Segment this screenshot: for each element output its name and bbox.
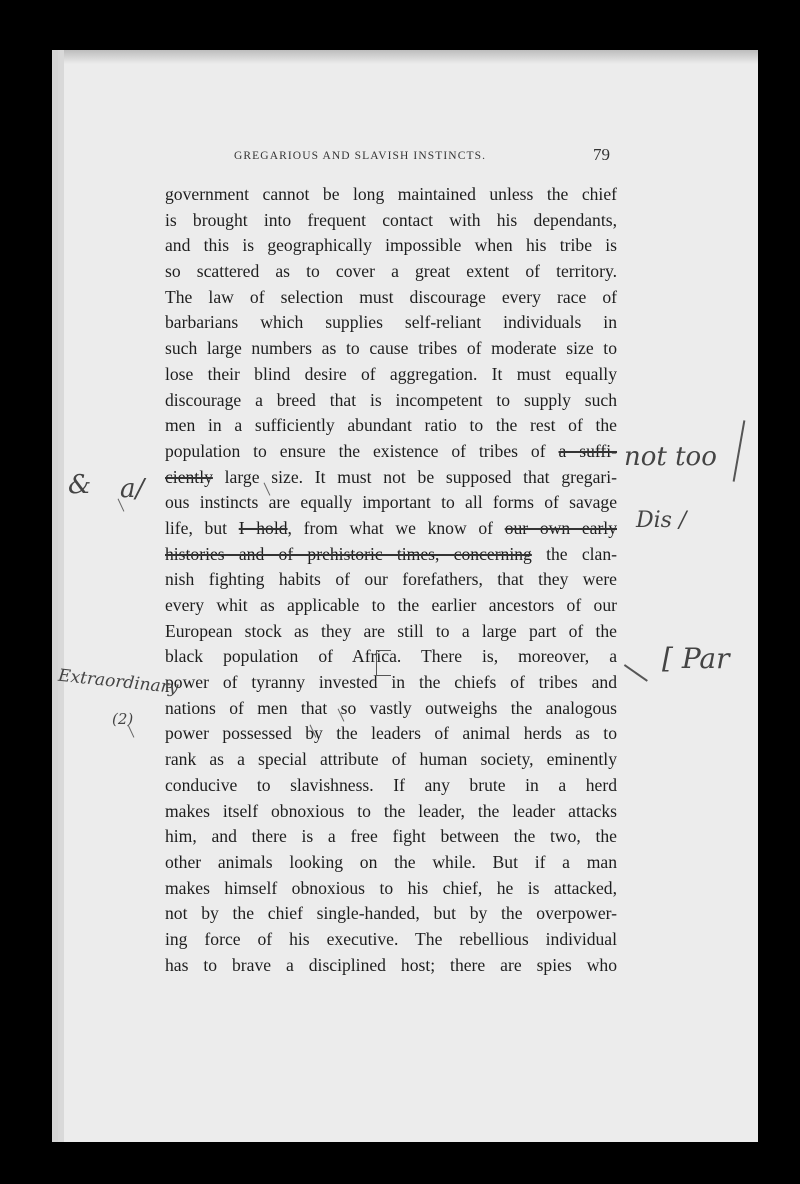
text-line-6: barbarians which supplies self-reliant individuals in bbox=[165, 312, 617, 333]
text-line-16: nish fighting habits of our forefathers, that they were bbox=[165, 569, 617, 590]
page-header bbox=[58, 146, 758, 168]
text-line-23: rank as a special attribute of human society, eminently bbox=[165, 749, 617, 770]
text-line-14 bbox=[165, 516, 617, 542]
struck-text: a suffi- bbox=[558, 440, 618, 461]
annotation-stroke bbox=[624, 664, 648, 681]
annotation-not-too: not too bbox=[624, 442, 717, 472]
annotation-circled-2: (2) bbox=[112, 710, 134, 728]
text-line-21: nations of men that so vastly outweighs the analogous bbox=[165, 697, 617, 718]
text-line-4: so scattered as to cover a great extent of territory. bbox=[165, 261, 617, 282]
text-line-7: such large numbers as to cause tribes of moderate size to bbox=[165, 338, 617, 359]
text-line-18: European stock as they are still to a large part of the bbox=[165, 620, 617, 641]
struck-text: ciently bbox=[165, 466, 213, 487]
annotation-dis: Dis / bbox=[636, 508, 687, 533]
running-head: GREGARIOUS AND SLAVISH INSTINCTS. bbox=[234, 150, 487, 162]
text-line-22: power possessed by the leaders of animal herds as to bbox=[165, 723, 617, 744]
text-line-28: makes himself obnoxious to his chief, he is attacked, bbox=[165, 877, 617, 898]
text-line-31: has to brave a disciplined host; there are spies who bbox=[165, 954, 617, 975]
text-line-26: him, and there is a free fight between the two, the bbox=[165, 826, 617, 847]
text-line-17: every whit as applicable to the earlier ancestors of our bbox=[165, 595, 617, 615]
struck-text: I hold bbox=[238, 517, 288, 538]
text-line-24: conducive to slavishness. If any brute in a herd bbox=[165, 774, 617, 795]
annotation-extraordinary: Extraordinary bbox=[57, 665, 180, 699]
page-number: 79 bbox=[593, 145, 610, 164]
text-line-15 bbox=[165, 542, 617, 568]
text-line-10: men in a sufficiently abundant ratio to the rest of the bbox=[165, 415, 617, 436]
line-14-text-b: , from what we know of bbox=[287, 517, 505, 538]
annotation-al: a/ bbox=[120, 474, 145, 504]
text-line-8: lose their blind desire of aggregation. It must equally bbox=[165, 363, 617, 384]
text-line-11 bbox=[165, 439, 617, 465]
struck-text: our own early bbox=[504, 517, 617, 538]
line-12-text: large size. It must not be supposed that gregari- bbox=[212, 466, 617, 487]
line-14-text-a: life, but bbox=[165, 517, 239, 538]
text-line-20: power of tyranny invested in the chiefs of tribes and bbox=[165, 672, 617, 693]
text-line-1: government cannot be long maintained unless the chief bbox=[165, 184, 617, 204]
text-line-25: makes itself obnoxious to the leader, the leader attacks bbox=[165, 800, 617, 821]
text-line-13: ous instincts are equally important to all forms of savage bbox=[165, 492, 617, 513]
line-15-text: the clan- bbox=[531, 543, 617, 564]
text-line-27: other animals looking on the while. But if a man bbox=[165, 851, 617, 872]
line-11-text: population to ensure the existence of tribes of bbox=[165, 440, 559, 461]
paragraph-bracket bbox=[376, 650, 391, 676]
annotation-slash bbox=[733, 420, 746, 481]
text-line-3: and this is geographically impossible when his tribe is bbox=[165, 235, 617, 256]
text-line-5: The law of selection must discourage every race of bbox=[165, 286, 617, 307]
body-text bbox=[165, 182, 617, 978]
annotation-ampersand: & bbox=[68, 470, 92, 500]
text-line-29: not by the chief single-handed, but by the overpower- bbox=[165, 903, 617, 924]
page-binding-edge bbox=[58, 50, 64, 1142]
text-line-19: black population of Africa. There is, moreover, a bbox=[165, 646, 617, 667]
annotation-par: [ Par bbox=[662, 642, 730, 675]
book-page bbox=[52, 50, 758, 1142]
text-line-12 bbox=[165, 465, 617, 491]
text-line-9: discourage a breed that is incompetent to supply such bbox=[165, 389, 617, 410]
text-line-30: ing force of his executive. The rebellious individual bbox=[165, 928, 617, 949]
margin-caret-2 bbox=[128, 720, 144, 737]
text-line-2: is brought into frequent contact with his dependants, bbox=[165, 209, 617, 230]
struck-text: histories and of prehistoric times, concerning bbox=[165, 543, 532, 564]
